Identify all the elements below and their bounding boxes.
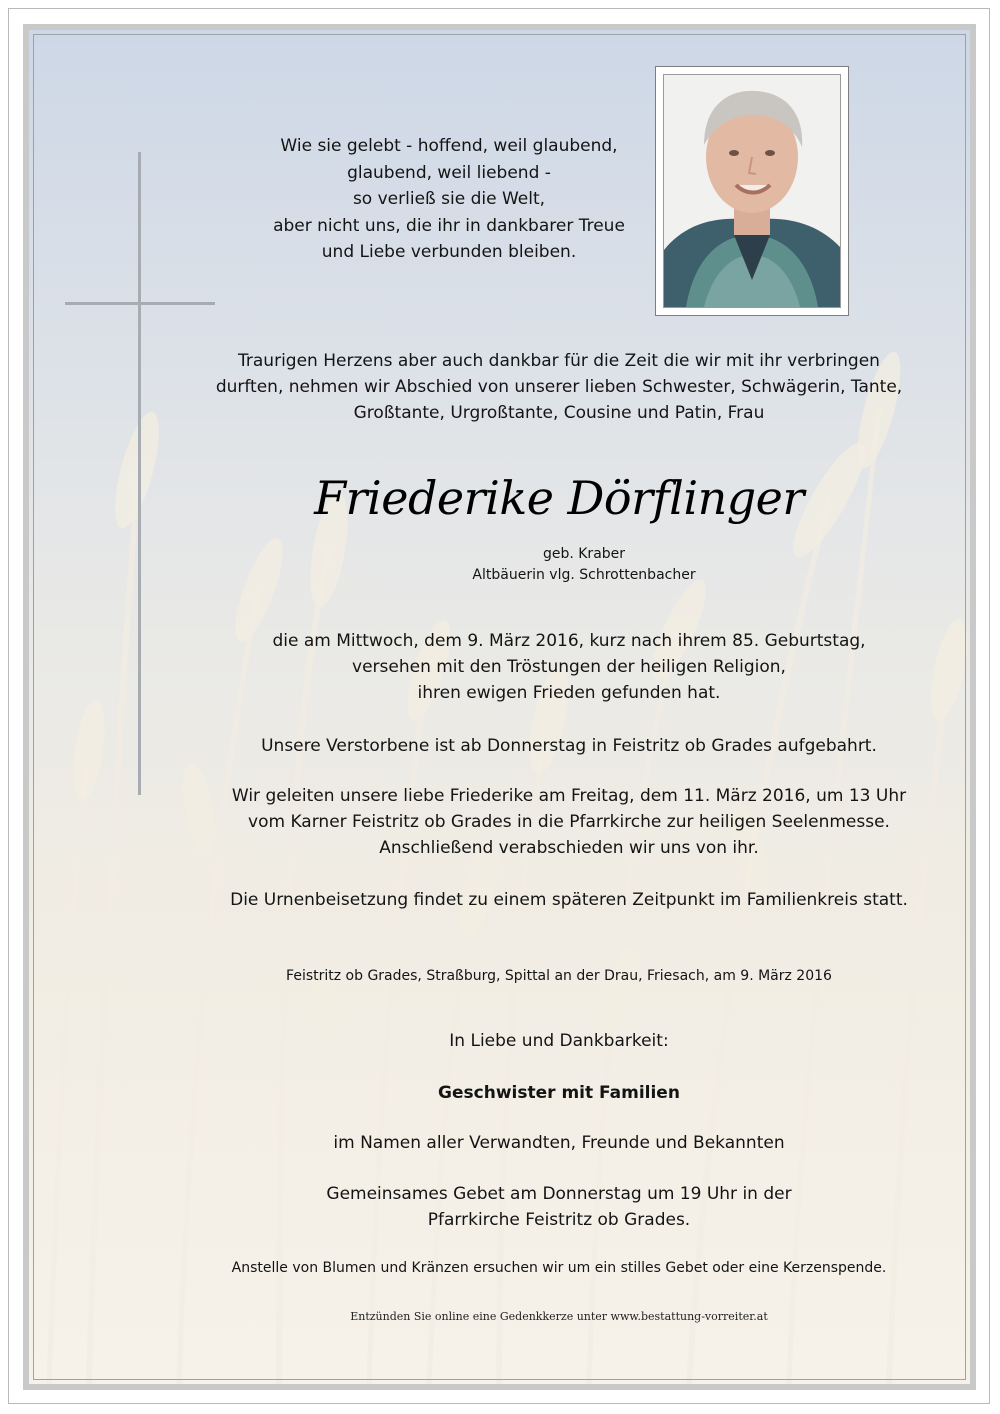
prayer-line: Gemeinsames Gebet am Donnerstag um 19 Uhr in der <box>326 1184 792 1204</box>
funeral-notice <box>179 783 959 861</box>
flowers-notice: Anstelle von Blumen und Kränzen ersuchen wir um ein stilles Gebet oder eine Kerzenspende. <box>231 1260 887 1276</box>
portrait-frame <box>655 66 849 316</box>
cross-horizontal-bar <box>65 302 215 305</box>
cross-vertical-bar <box>138 152 141 795</box>
funeral-line: Wir geleiten unsere liebe Friederike am Freitag, dem 11. März 2016, um 13 Uhr <box>231 786 907 806</box>
funeral-line: Anschließend verabschieden wir uns von ihr. <box>379 838 759 858</box>
memorial-poem <box>244 133 654 266</box>
poem-line: Wie sie gelebt - hoffend, weil glaubend, <box>280 136 618 156</box>
death-notice <box>179 628 959 706</box>
urn-notice: Die Urnenbeisetzung findet zu einem späteren Zeitpunkt im Familienkreis statt. <box>230 890 908 910</box>
poem-line: und Liebe verbunden bleiben. <box>321 242 577 262</box>
place-date: Feistritz ob Grades, Straßburg, Spittal an der Drau, Friesach, am 9. März 2016 <box>286 968 832 984</box>
portrait-image <box>664 75 840 307</box>
birth-name: geb. Kraber <box>542 546 626 562</box>
death-line: die am Mittwoch, dem 9. März 2016, kurz nach ihrem 85. Geburtstag, <box>272 631 866 651</box>
funeral-line: vom Karner Feistritz ob Grades in die Pfarrkirche zur heiligen Seelenmesse. <box>248 812 890 832</box>
portrait-photo <box>663 74 841 308</box>
death-line: versehen mit den Tröstungen der heiligen Religion, <box>352 657 786 677</box>
intro-line: Traurigen Herzens aber auch dankbar für die Zeit die wir mit ihr verbringen <box>238 351 880 371</box>
occupation: Altbäuerin vlg. Schrottenbacher <box>472 567 696 583</box>
obituary-card <box>23 24 976 1390</box>
deceased-name: Friederike Dörflinger <box>314 471 804 525</box>
viewing-notice: Unsere Verstorbene ist ab Donnerstag in Feistritz ob Grades aufgebahrt. <box>261 736 877 756</box>
prayer-notice <box>229 1181 889 1233</box>
prayer-line: Pfarrkirche Feistritz ob Grades. <box>427 1210 691 1230</box>
poem-line: aber nicht uns, die ihr in dankbarer Treue <box>273 215 625 236</box>
closing-love: In Liebe und Dankbarkeit: <box>449 1031 669 1051</box>
intro-paragraph <box>169 348 949 426</box>
intro-line: durften, nehmen wir Abschied von unserer lieben Schwester, Schwägerin, Tante, <box>215 377 903 397</box>
closing-family: Geschwister mit Familien <box>438 1083 680 1103</box>
poem-line: so verließ sie die Welt, <box>352 189 546 209</box>
closing-relatives: im Namen aller Verwandten, Freunde und Bekannten <box>333 1133 785 1153</box>
poem-line: glaubend, weil liebend - <box>347 162 551 183</box>
death-line: ihren ewigen Frieden gefunden hat. <box>417 683 721 703</box>
intro-line: Großtante, Urgroßtante, Cousine und Patin, Frau <box>353 403 765 423</box>
online-candle-link[interactable]: Entzünden Sie online eine Gedenkkerze unter www.bestattung-vorreiter.at <box>350 1310 768 1323</box>
